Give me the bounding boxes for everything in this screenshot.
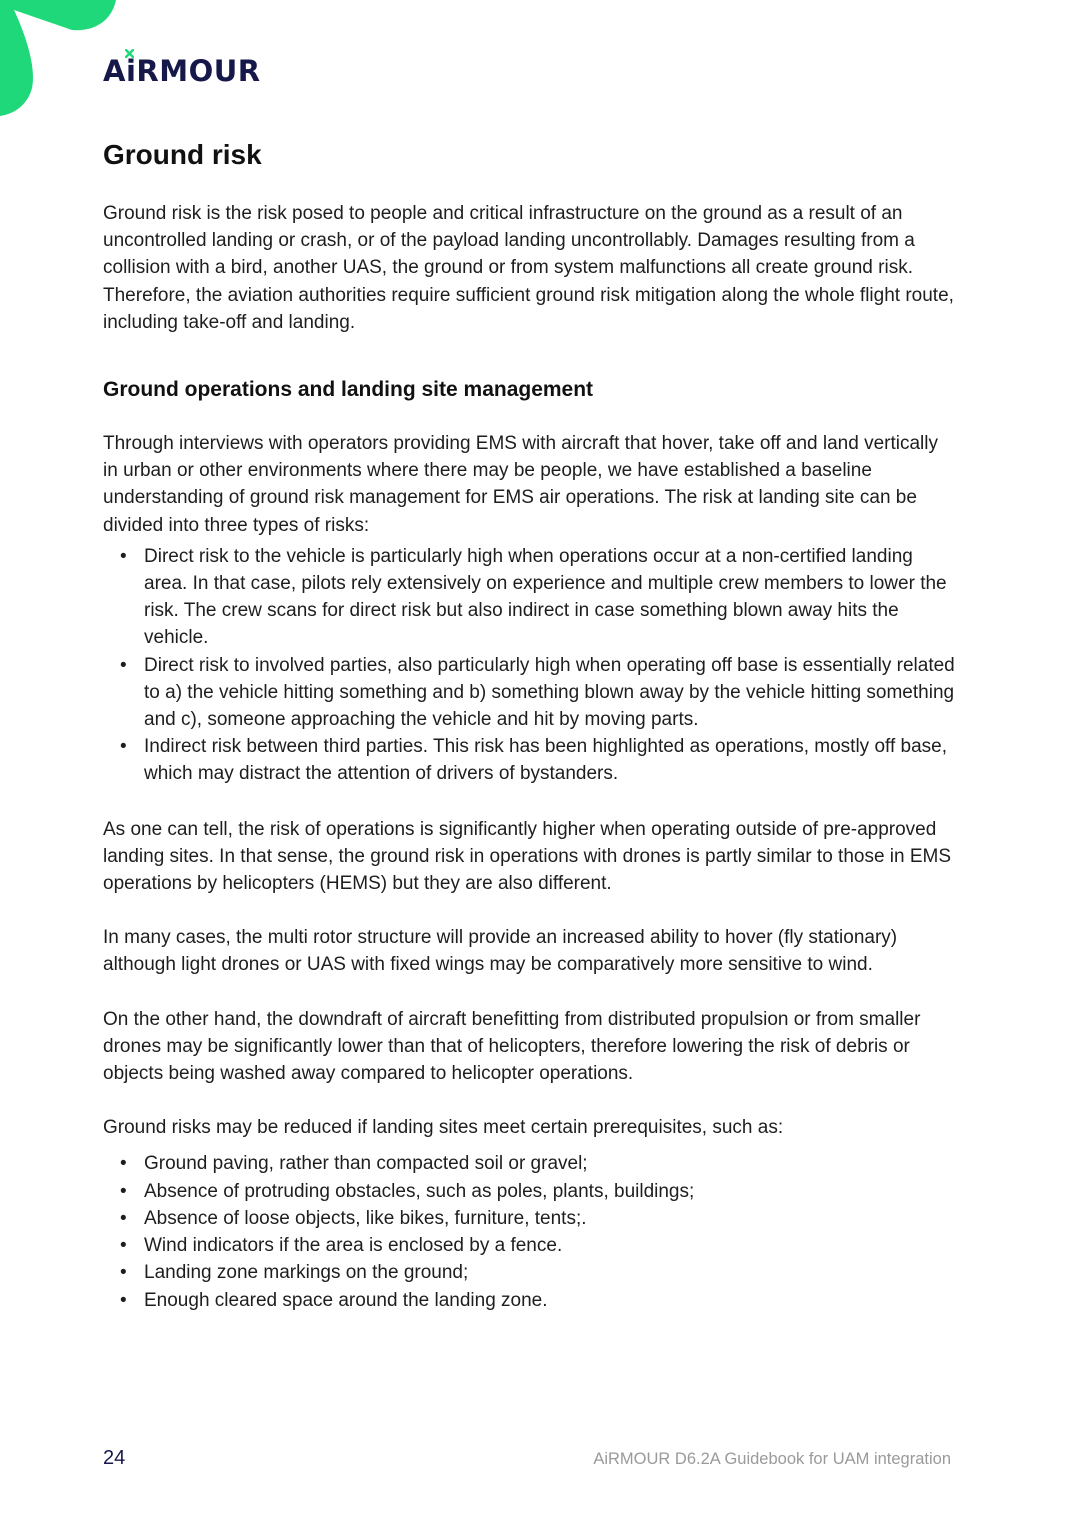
paragraph: Through interviews with operators providing EMS with aircraft that hover, take off and land vertically in urban or other environments where there may be people, we have established a baseline understanding of ground risk management for EMS air operations. The risk at landing site can be divided into three types of risks: xyxy=(103,433,938,536)
paragraph: As one can tell, the risk of operations is significantly higher when operating outside of pre-approved landing sites. In that sense, the ground risk in operations with drones is partly similar to those in EMS operations by helicopters (HEMS) but they are also different. xyxy=(103,818,952,895)
decorative-green-shape xyxy=(0,0,120,120)
list-item: • Indirect risk between third parties. This risk has been highlighted as operations, mostly off base, which may distract the attention of drivers of bystanders. xyxy=(144,733,955,787)
page-title: Ground risk xyxy=(103,139,262,170)
airmour-logo xyxy=(103,56,261,86)
prerequisite-list xyxy=(103,1150,955,1313)
section-heading: Ground operations and landing site management xyxy=(103,378,594,402)
list-item: • Absence of protruding obstacles, such as poles, plants, buildings; xyxy=(144,1178,955,1205)
list-item: • Wind indicators if the area is enclosed by a fence. xyxy=(144,1232,955,1259)
list-item: • Direct risk to involved parties, also particularly high when operating off base is essentially related to a) the vehicle hitting something and b) something blown away by the vehicle hitting something and c), someone approaching the vehicle and hit by moving parts. xyxy=(144,652,955,734)
intro-paragraph: Ground risk is the risk posed to people and critical infrastructure on the ground as a result of an uncontrolled landing or crash, or of the payload landing uncontrollably. Damages resulting from a collision with a bird, another UAS, the ground or from system malfunctions all create ground risk. Therefore, the aviation authorities require sufficient ground risk mitigation along the whole flight route, including take-off and landing. xyxy=(103,203,954,333)
list-item: • Ground paving, rather than compacted soil or gravel; xyxy=(144,1150,955,1177)
paragraph: On the other hand, the downdraft of aircraft benefitting from distributed propulsion or from smaller drones may be significantly lower than that of helicopters, therefore lowering the risk of debris or objects being washed away compared to helicopter operations. xyxy=(103,1008,921,1085)
list-item: • Absence of loose objects, like bikes, furniture, tents;. xyxy=(144,1205,955,1232)
list-item: • Direct risk to the vehicle is particularly high when operations occur at a non-certified landing area. In that case, pilots rely extensively on experience and multiple crew members to lower the risk. The crew scans for direct risk but also indirect in case something blown away hits the vehicle. xyxy=(144,543,955,652)
page-content xyxy=(103,138,955,1341)
page-number: 24 xyxy=(103,1447,126,1469)
risk-list xyxy=(103,543,955,788)
list-item: • Landing zone markings on the ground; xyxy=(144,1259,955,1286)
paragraph: In many cases, the multi rotor structure will provide an increased ability to hover (fly stationary) although light drones or UAS with fixed wings may be comparatively more sensitive to wind. xyxy=(103,927,898,976)
logo-text: AiRMOUR xyxy=(103,54,261,88)
footer-document-title: AiRMOUR D6.2A Guidebook for UAM integration xyxy=(593,1450,951,1468)
list-item: • Enough cleared space around the landing zone. xyxy=(144,1287,955,1314)
paragraph: Ground risks may be reduced if landing sites meet certain prerequisites, such as: xyxy=(103,1117,784,1139)
